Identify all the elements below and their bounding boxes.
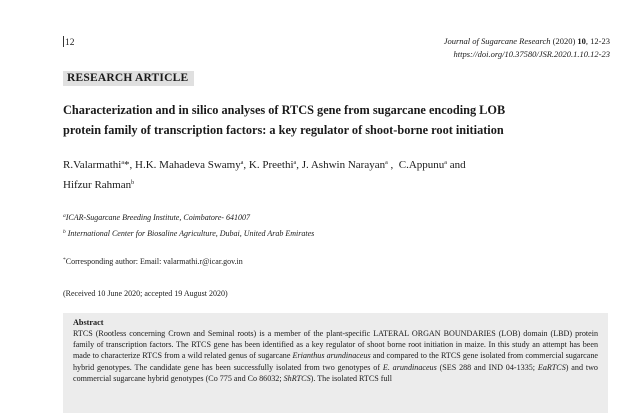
article-type-banner: RESEARCH ARTICLE: [63, 71, 194, 86]
journal-line: [444, 35, 610, 48]
affiliation: $^b$ International Center for Biosaline Agriculture, Dubai, United Arab Emirates: [63, 229, 315, 238]
received-dates: (Received 10 June 2020; accepted 19 August 2020): [63, 289, 228, 298]
journal-year: (2020): [552, 36, 576, 46]
doi-link[interactable]: https://doi.org/10.37580/JSR.2020.1.10.12-23: [453, 49, 610, 59]
affiliation: $^a$ICAR-Sugarcane Breeding Institute, Coimbatore- 641007: [63, 213, 250, 222]
author-list: [63, 154, 583, 194]
text-cursor: [63, 36, 64, 47]
journal-citation: [444, 35, 610, 61]
page-number: [63, 36, 75, 48]
abstract-box: [63, 313, 608, 413]
journal-name: Journal of Sugarcane Research: [443, 36, 551, 46]
article-title: [63, 101, 623, 140]
abstract-heading: Abstract: [73, 318, 104, 327]
corresponding-author: *Corresponding author: Email: valarmathi.r@icar.gov.in: [63, 257, 243, 266]
abstract-text: RTCS (Rootless concerning Crown and Seminal roots) is a member of the plant-specific LATERAL ORGAN BOUNDARIES (LOB) domain (LBD) protein family of transcription factors. The RTCS gene has been identified as a key regulator of shoot borne root initiation in maize. In this study an attempt has been made to characterize RTCS from a wild related genus of sugarcane Erianthus arundinaceus and compared to the RTCS gene isolated from commercial sugarcane hybrid genotypes. The candidate gene has been successfully isolated from two genotypes of E. arundinaceus (SES 288 and IND 04-1335; EaRTCS) and two commercial sugarcane hybrid genotypes (Co 775 and Co 86032; ShRTCS). The isolated RTCS full: [73, 329, 598, 383]
page-number-text: 12: [65, 38, 75, 48]
title-line: Characterization and in silico analyses of RTCS gene from sugarcane encoding LOB: [63, 103, 506, 117]
author: C.Appunu$^a$ and: [398, 159, 466, 171]
author: J. Ashwin Narayan$^a$ ,: [301, 159, 399, 171]
author: Hifzur Rahman$^b$: [63, 179, 135, 191]
journal-pages: , 12-23: [585, 36, 610, 46]
journal-volume: 10: [577, 36, 586, 46]
author: K. Preethi$^a$,: [248, 159, 302, 171]
author: R.Valarmathi$^a$*,: [63, 159, 136, 171]
title-line: protein family of transcription factors: a key regulator of shoot-borne root initiation: [63, 122, 504, 137]
author: H.K. Mahadeva Swamy$^a$,: [135, 159, 249, 171]
